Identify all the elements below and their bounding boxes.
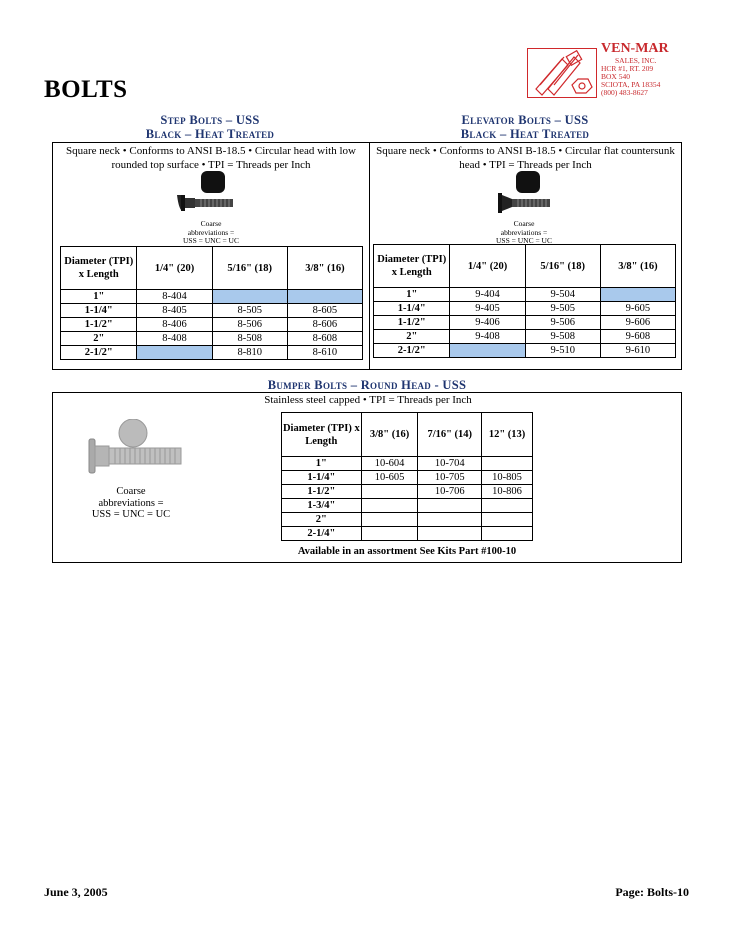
empty-cell: [482, 457, 533, 471]
table-row: [282, 485, 533, 499]
step-table: [60, 246, 363, 360]
row-label: 1-1/4": [374, 302, 450, 316]
part-number: 9-506: [525, 316, 600, 330]
row-label: 1-1/2": [61, 318, 137, 332]
part-number: 9-406: [450, 316, 525, 330]
bumper-table: [281, 412, 533, 541]
column-header: 3/8" (16): [287, 247, 362, 290]
column-header: Diameter (TPI) x Length: [374, 245, 450, 288]
part-number: 10-706: [418, 485, 482, 499]
part-number: 9-408: [450, 330, 525, 344]
table-row: [61, 290, 363, 304]
step-title-line1: Step Bolts – USS: [160, 113, 260, 127]
step-description: Square neck • Conforms to ANSI B-18.5 • Circular head with low rounded top surface • TPI = Threads per Inch: [66, 145, 356, 171]
step-bolt-icon: [171, 171, 235, 215]
row-label: 1": [282, 457, 362, 471]
table-row: [61, 318, 363, 332]
table-row: [61, 304, 363, 318]
empty-cell: [418, 513, 482, 527]
unavailable-cell: [137, 346, 212, 360]
page-title: BOLTS: [44, 76, 128, 103]
part-number: 9-405: [450, 302, 525, 316]
column-header: 7/16" (14): [418, 413, 482, 457]
empty-cell: [361, 527, 418, 541]
unavailable-cell: [600, 288, 675, 302]
logo-line: (800) 483-8627: [601, 88, 648, 97]
bumper-title: Bumper Bolts – Round Head - USS: [267, 378, 467, 392]
row-label: 1-1/4": [61, 304, 137, 318]
step-panel: [52, 142, 370, 370]
bumper-coarse-note: [81, 486, 181, 521]
table-row: [282, 499, 533, 513]
table-row: [282, 527, 533, 541]
logo-line: HCR #1, RT. 209: [601, 64, 654, 73]
part-number: 10-805: [482, 471, 533, 485]
empty-cell: [418, 499, 482, 513]
table-row: [282, 513, 533, 527]
empty-cell: [361, 485, 418, 499]
step-coarse-note: [161, 220, 261, 246]
table-row: [374, 344, 676, 358]
part-number: 8-810: [212, 346, 287, 360]
empty-cell: [418, 527, 482, 541]
row-label: 1": [61, 290, 137, 304]
part-number: 8-506: [212, 318, 287, 332]
kit-note: Available in an assortment See Kits Part #100-10: [297, 546, 517, 557]
elevator-panel: [369, 142, 682, 370]
row-label: 1-1/2": [282, 485, 362, 499]
column-header: Diameter (TPI) x Length: [61, 247, 137, 290]
elevator-title-line1: Elevator Bolts – USS: [461, 113, 589, 127]
empty-cell: [482, 513, 533, 527]
row-label: 2-1/2": [374, 344, 450, 358]
column-header: 5/16" (18): [525, 245, 600, 288]
part-number: 9-610: [600, 344, 675, 358]
coarse-line: USS = UNC = UC: [91, 509, 171, 520]
part-number: 9-504: [525, 288, 600, 302]
part-number: 9-510: [525, 344, 600, 358]
footer-page: Page: Bolts-10: [615, 885, 689, 899]
part-number: 8-408: [137, 332, 212, 346]
elevator-description: Square neck • Conforms to ANSI B-18.5 • Circular flat countersunk head • TPI = Threads per Inch: [376, 145, 675, 171]
coarse-line: abbreviations =: [187, 227, 235, 237]
table-row: [374, 330, 676, 344]
part-number: 8-606: [287, 318, 362, 332]
table-header-row: [61, 247, 363, 290]
part-number: 9-606: [600, 316, 675, 330]
table-row: [374, 302, 676, 316]
table-row: [61, 332, 363, 346]
table-row: [374, 288, 676, 302]
row-label: 1-1/4": [282, 471, 362, 485]
part-number: 9-404: [450, 288, 525, 302]
column-header: 1/4" (20): [137, 247, 212, 290]
row-label: 1-3/4": [282, 499, 362, 513]
row-label: 2-1/2": [61, 346, 137, 360]
step-title: [52, 113, 368, 141]
table-header-row: [282, 413, 533, 457]
table-header-row: [374, 245, 676, 288]
logo-line: SCIOTA, PA 18354: [601, 80, 661, 89]
column-header: Diameter (TPI) x Length: [282, 413, 362, 457]
column-header: 3/8" (16): [600, 245, 675, 288]
part-number: 8-405: [137, 304, 212, 318]
part-number: 10-705: [418, 471, 482, 485]
table-row: [282, 471, 533, 485]
coarse-line: Coarse: [116, 486, 146, 497]
logo-bolts-graphic: [528, 49, 596, 97]
row-label: 1": [374, 288, 450, 302]
column-header: 12" (13): [482, 413, 533, 457]
logo-line: SALES, INC.: [615, 56, 657, 65]
table-row: [61, 346, 363, 360]
bumper-bolt-icon: [85, 419, 185, 475]
coarse-line: USS = UNC = UC: [183, 236, 239, 245]
part-number: 8-610: [287, 346, 362, 360]
elevator-title: [368, 113, 682, 141]
part-number: 8-605: [287, 304, 362, 318]
part-number: 8-505: [212, 304, 287, 318]
coarse-line: abbreviations =: [500, 227, 548, 237]
bumper-panel: [52, 392, 682, 563]
part-number: 8-406: [137, 318, 212, 332]
row-label: 2": [61, 332, 137, 346]
table-row: [374, 316, 676, 330]
part-number: 10-605: [361, 471, 418, 485]
part-number: 8-404: [137, 290, 212, 304]
part-number: 8-608: [287, 332, 362, 346]
empty-cell: [361, 513, 418, 527]
part-number: 10-604: [361, 457, 418, 471]
elevator-title-line2: Black – Heat Treated: [460, 127, 590, 141]
column-header: 1/4" (20): [450, 245, 525, 288]
row-label: 2": [282, 513, 362, 527]
unavailable-cell: [287, 290, 362, 304]
logo-company-name: VEN-MAR: [601, 41, 669, 56]
step-title-line2: Black – Heat Treated: [145, 127, 275, 141]
column-header: 3/8" (16): [361, 413, 418, 457]
vendor-logo: [527, 42, 687, 100]
elevator-table: [373, 244, 676, 358]
logo-emblem: [527, 48, 597, 98]
coarse-line: USS = UNC = UC: [496, 236, 552, 245]
row-label: 1-1/2": [374, 316, 450, 330]
empty-cell: [361, 499, 418, 513]
part-number: 9-508: [525, 330, 600, 344]
row-label: 2-1/4": [282, 527, 362, 541]
coarse-line: Coarse: [200, 219, 222, 228]
part-number: 10-704: [418, 457, 482, 471]
row-label: 2": [374, 330, 450, 344]
elevator-bolt-icon: [488, 171, 552, 215]
table-row: [282, 457, 533, 471]
bumper-description: Stainless steel capped • TPI = Threads per Inch: [264, 394, 472, 406]
column-header: 5/16" (18): [212, 247, 287, 290]
coarse-line: Coarse: [513, 219, 535, 228]
part-number: 8-508: [212, 332, 287, 346]
empty-cell: [482, 499, 533, 513]
coarse-line: abbreviations =: [98, 497, 164, 509]
part-number: 9-605: [600, 302, 675, 316]
unavailable-cell: [212, 290, 287, 304]
footer-date: June 3, 2005: [44, 885, 108, 899]
part-number: 9-608: [600, 330, 675, 344]
unavailable-cell: [450, 344, 525, 358]
part-number: 10-806: [482, 485, 533, 499]
elevator-coarse-note: [474, 220, 574, 246]
empty-cell: [482, 527, 533, 541]
logo-line: BOX 540: [601, 72, 630, 81]
part-number: 9-505: [525, 302, 600, 316]
